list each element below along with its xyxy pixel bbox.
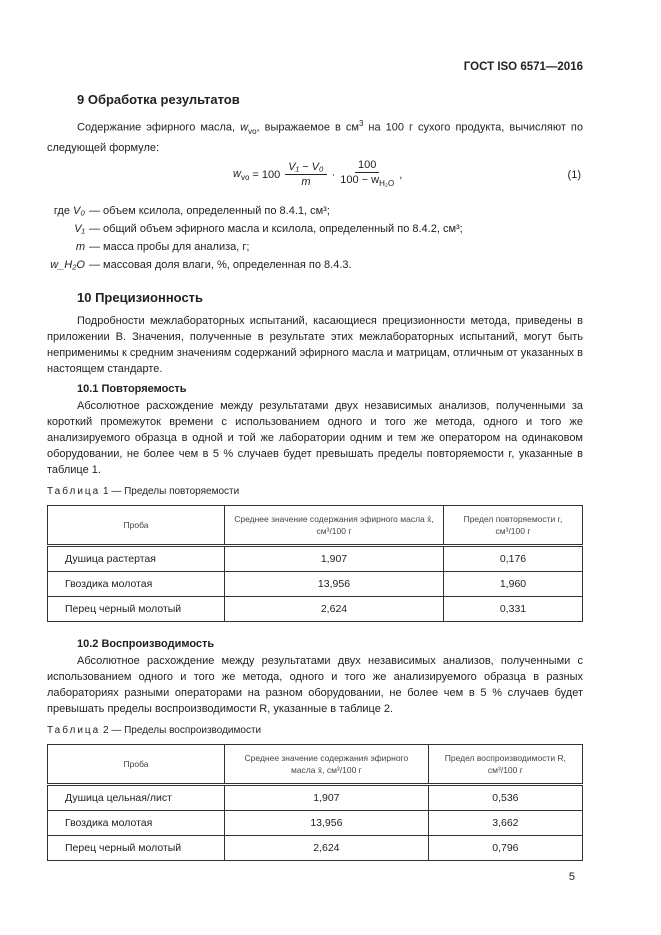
table-1-caption: Таблица 1 — Пределы повторяемости xyxy=(47,485,240,497)
section-10-1-paragraph: Абсолютное расхождение между результатами двух независимых анализов, полученными за короткий промежуток времени с использованием одного и того же метода, одного и того же анализируемого образца в одной и той же лаборатории одним и тем же оператором на одинаковом оборудовании, не более чем в 5 % случаев будет превышать пределы повторяемости r, указанные в таблице 1. xyxy=(47,399,583,476)
formula-number: (1) xyxy=(567,168,581,181)
section-10-1-title: 10.1 Повторяемость xyxy=(77,382,187,395)
document-body xyxy=(47,92,583,883)
definitions-list: где V₀ — объем ксилола, определенный по 8.4.1, см³; V₁ — общий объем эфирного масла и ксилола, определенный по 8.4.2, см³; m — масса пробы для анализа, г; w_H₂O — массовая доля влаги, %, определенная по 8.4.3. xyxy=(50,204,463,271)
table-row: Перец черный молотый 2,624 0,796 xyxy=(48,835,583,860)
section-10-2-title: 10.2 Воспроизводимость xyxy=(77,637,215,650)
table-row: Перец черный молотый 2,624 0,331 xyxy=(48,596,583,621)
formula-row xyxy=(47,158,583,192)
section-10-paragraph: Подробности межлабораторных испытаний, касающиеся прецизионности метода, приведены в приложении В. Значения, полученные в результате этих межлабораторных испытаний, могут быть неприменимы к средним значениям содержаний эфирного масла и матрицам, отличным от указанных в настоящем стандарте. xyxy=(47,314,583,375)
section-10-2-paragraph: Абсолютное расхождение между результатами двух независимых анализов, полученными с использованием одного и того же метода, одного и того же анализируемого образца в разных лабораториях разными операторами на разном оборудовании, не более чем в 5 % случаев будет превышать пределы воспроизводимости R, указанные в таблице 2. xyxy=(47,654,583,715)
section-9-title: 9 Обработка результатов xyxy=(77,92,240,107)
table-row: Душица растертая 1,907 0,176 xyxy=(48,545,583,571)
table-row: Душица цельная/лист 1,907 0,536 xyxy=(48,784,583,810)
table-1: Проба Среднее значение содержания эфирного масла x̄, см³/100 г Предел повторяемости r, см³/100 г Душица растертая 1,907 0,176 Гвоздика молотая 13,956 1,960 Перец черный молотый 2,624 0,331 xyxy=(47,505,583,622)
formula-1: $w_{vo}$ = 100 $\frac{\text{V₁ − V₀}}{m}$ · $\frac{100}{100 - w_{H_2O}}$ , xyxy=(233,159,403,189)
section-9-paragraph: Содержание эфирного масла, $w_{vo}$, выражаемое в $см^3$ на 100 г сухого продукта, вычисляют по следующей формуле: xyxy=(47,119,584,154)
table-2-caption: Таблица 2 — Пределы воспроизводимости xyxy=(47,724,262,736)
table-row: Гвоздика молотая 13,956 3,662 xyxy=(48,810,583,835)
section-10-title: 10 Прецизионность xyxy=(77,289,204,305)
standard-header: ГОСТ ISO 6571—2016 xyxy=(463,61,583,73)
table-row: Гвоздика молотая 13,956 1,960 xyxy=(48,571,583,596)
table-2: Проба Среднее значение содержания эфирного масла x̄, см³/100 г Предел воспроизводимости R, см³/100 г Душица цельная/лист 1,907 0,536 Гвоздика молотая 13,956 3,662 Перец черный молотый 2,624 0,796 xyxy=(47,744,583,861)
page-number: 5 xyxy=(568,870,575,883)
